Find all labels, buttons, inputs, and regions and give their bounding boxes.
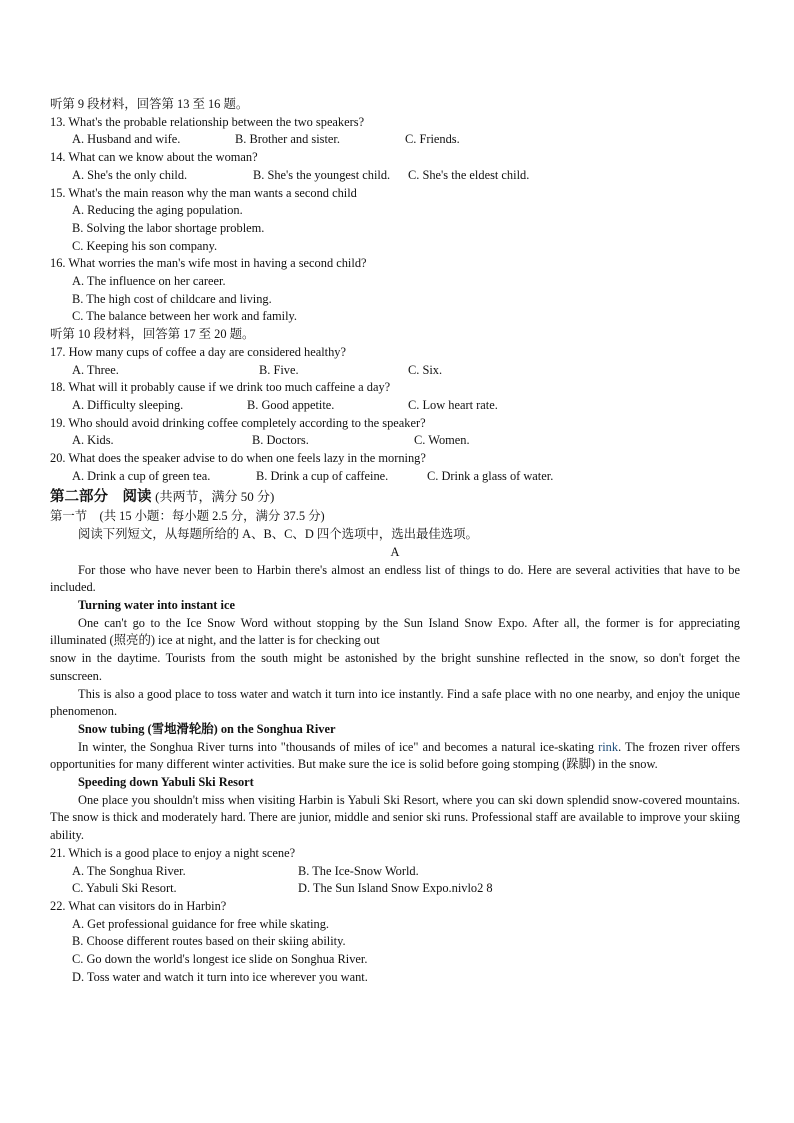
option-b: B. She's the youngest child. — [253, 167, 391, 182]
question-15-stem: 15. What's the main reason why the man wants a second child — [50, 185, 357, 200]
reading-instruction: 阅读下列短文，从每题所给的 A、B、C、D 四个选项中，选出最佳选项。 — [78, 527, 478, 542]
question-15-option-c: C. Keeping his son company. — [72, 238, 218, 253]
option-b: B. Good appetite. — [247, 397, 335, 412]
question-15-option-b: B. Solving the labor shortage problem. — [72, 220, 265, 235]
reading-part-title — [50, 486, 740, 508]
option-c: C. Drink a glass of water. — [427, 468, 554, 483]
option-b: B. Drink a cup of caffeine. — [256, 468, 389, 483]
question-13-options — [50, 131, 740, 149]
question-16-stem: 16. What worries the man's wife most in having a second child? — [50, 256, 367, 271]
question-22-option-d: D. Toss water and watch it turn into ice wherever you want. — [72, 969, 368, 984]
question-20-stem: 20. What does the speaker advise to do when one feels lazy in the morning? — [50, 451, 426, 466]
option-c: C. Friends. — [405, 132, 460, 147]
question-17-stem: 17. How many cups of coffee a day are considered healthy? — [50, 344, 346, 359]
option-c: C. She's the eldest child. — [408, 167, 530, 182]
question-14-options — [50, 167, 740, 185]
passage-label: A — [390, 544, 400, 559]
highlighted-word-rink: rink — [598, 739, 619, 754]
option-a: A. Kids. — [72, 433, 114, 448]
question-17-options — [50, 362, 740, 380]
question-19-options — [50, 432, 740, 450]
option-c: C. Yabuli Ski Resort. — [72, 881, 177, 896]
option-a: A. Difficulty sleeping. — [72, 397, 184, 412]
option-b: B. Brother and sister. — [235, 132, 340, 147]
question-22-option-b: B. Choose different routes based on their skiing ability. — [72, 934, 346, 949]
option-a: A. She's the only child. — [72, 167, 188, 182]
question-22-option-a: A. Get professional guidance for free while skating. — [72, 916, 330, 931]
question-16-option-a: A. The influence on her career. — [72, 274, 226, 289]
section9-header: 听第 9 段材料，回答第 13 至 16 题。 — [50, 97, 249, 111]
passage-intro: For those who have never been to Harbin there's almost an endless list of things to do. Here are several activities that have to be included. — [50, 562, 740, 595]
question-15-option-a: A. Reducing the aging population. — [72, 203, 243, 218]
passage-paragraph-1b: snow in the daytime. Tourists from the south might be astonished by the bright sunshine reflected in the snow, so don't forget the sunscreen. — [50, 651, 740, 683]
question-18-stem: 18. What will it probably cause if we drink too much caffeine a day? — [50, 380, 391, 395]
passage-heading-3: Speeding down Yabuli Ski Resort — [78, 775, 254, 790]
section10-header: 听第 10 段材料，回答第 17 至 20 题。 — [50, 327, 255, 342]
passage-paragraph-3 — [50, 739, 740, 774]
question-16-option-b: B. The high cost of childcare and living. — [72, 291, 272, 306]
option-a: A. Three. — [72, 362, 119, 377]
paragraph-3-text-end: . The frozen river offers opportunities for many different winter activities. But make sure the ice is solid before going stomping (跺脚) in the snow. — [50, 739, 740, 772]
option-b: B. Five. — [259, 362, 299, 377]
question-22-option-c: C. Go down the world's longest ice slide on Songhua River. — [72, 952, 368, 967]
question-22-stem: 22. What can visitors do in Harbin? — [50, 898, 227, 913]
question-16-option-c: C. The balance between her work and family. — [72, 309, 298, 324]
option-d: D. The Sun Island Snow Expo.nivlo2 8 — [298, 881, 493, 896]
exam-page — [50, 96, 740, 986]
question-21-options-row2 — [50, 880, 740, 898]
question-21-options-row1 — [50, 863, 740, 881]
part-title-sub: (共两节，满分 50 分) — [155, 489, 275, 505]
question-20-options — [50, 468, 740, 486]
option-b: B. Doctors. — [252, 433, 309, 448]
passage-heading-1: Turning water into instant ice — [78, 597, 235, 612]
question-21-stem: 21. Which is a good place to enjoy a night scene? — [50, 845, 296, 860]
option-c: C. Six. — [408, 362, 443, 377]
part-title-main: 第二部分 阅读 — [50, 489, 152, 506]
option-b: B. The Ice-Snow World. — [298, 863, 419, 878]
passage-paragraph-1a: One can't go to the Ice Snow Word without stopping by the Sun Island Snow Expo. After all, the former is for appreciating illuminated (照亮的) ice at night, and the latter is for checking out — [50, 615, 740, 648]
question-14-stem: 14. What can we know about the woman? — [50, 150, 258, 165]
option-a: A. Husband and wife. — [72, 132, 181, 147]
option-c: C. Low heart rate. — [408, 397, 498, 412]
option-a: A. The Songhua River. — [72, 863, 186, 878]
paragraph-3-text-start: In winter, the Songhua River turns into "thousands of miles of ice" and becomes a natural ice-skating — [78, 739, 599, 754]
question-19-stem: 19. Who should avoid drinking coffee completely according to the speaker? — [50, 415, 426, 430]
passage-paragraph-4: One place you shouldn't miss when visiting Harbin is Yabuli Ski Resort, where you can ski down splendid snow-covered mountains. The snow is thick and moderately hard. There are junior, middle and senior ski runs. Professional staff are available to improve your skiing ability. — [50, 792, 740, 843]
question-13-stem: 13. What's the probable relationship between the two speakers? — [50, 114, 365, 129]
passage-paragraph-2: This is also a good place to toss water and watch it turn into ice instantly. Find a safe place with no one nearby, and enjoy the unique phenomenon. — [50, 686, 740, 719]
passage-heading-2: Snow tubing (雪地滑轮胎) on the Songhua River — [78, 721, 336, 736]
question-18-options — [50, 397, 740, 415]
option-c: C. Women. — [414, 433, 470, 448]
option-a: A. Drink a cup of green tea. — [72, 468, 211, 483]
section1-header: 第一节 (共 15 小题：每小题 2.5 分，满分 37.5 分) — [50, 509, 325, 524]
